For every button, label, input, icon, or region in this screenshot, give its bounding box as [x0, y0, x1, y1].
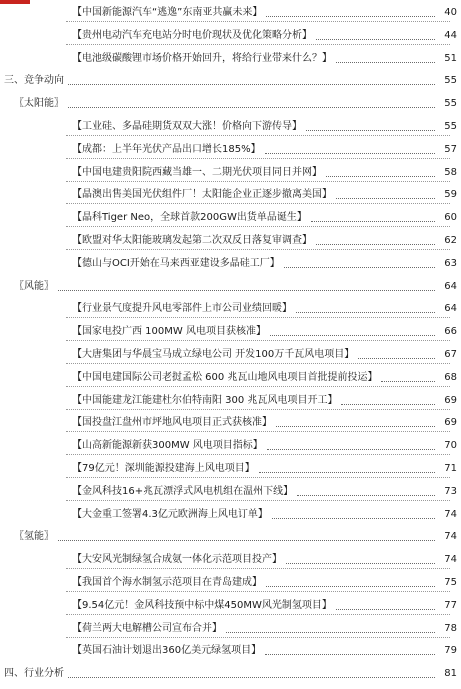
toc-entry-page-number: 69	[444, 417, 457, 429]
toc-entry-page-number: 57	[444, 143, 457, 155]
toc-entry-page-number: 79	[444, 645, 457, 657]
dot-leader	[358, 357, 435, 359]
toc-entry-title: 【晶澳出售美国光伏组件厂！太阳能企业正逐步撤离美国】	[72, 189, 332, 201]
entry-separator	[66, 454, 450, 455]
dot-leader	[259, 471, 435, 473]
toc-entry-title: 【欧盟对华太阳能玻璃发起第二次双反日落复审调查】	[72, 235, 312, 246]
toc-entry[interactable]	[0, 276, 461, 294]
dot-leader	[336, 608, 435, 610]
entry-separator	[66, 44, 450, 45]
entry-separator	[66, 614, 450, 615]
toc-entry-title: 四、行业分析	[4, 668, 64, 680]
toc-entry-title: 【大唐集团与华晨宝马成立绿电公司 开发100万千瓦风电项目】	[72, 349, 355, 360]
dot-leader	[58, 539, 435, 541]
toc-entry[interactable]	[0, 116, 461, 134]
entry-separator	[66, 181, 450, 182]
toc-entry[interactable]	[0, 253, 461, 271]
toc-entry[interactable]	[0, 595, 461, 613]
toc-entry-title: 【工业硅、多晶硅期货双双大涨！价格向下游传导】	[72, 121, 302, 132]
entry-separator	[66, 158, 450, 159]
toc-entry[interactable]	[0, 344, 461, 362]
toc-entry-page-number: 70	[444, 440, 457, 452]
toc-entry[interactable]	[0, 230, 461, 248]
toc-entry-title: 【成都：上半年光伏产品出口增长185%】	[72, 143, 261, 155]
dot-leader	[297, 494, 435, 496]
toc-entry[interactable]	[0, 618, 461, 636]
entry-separator	[66, 431, 450, 432]
dot-leader	[68, 106, 435, 108]
toc-entry-title: 【中国电建国际公司老挝孟松 600 兆瓦山地风电项目首批提前投运】	[72, 371, 378, 383]
toc-entry-page-number: 74	[444, 554, 457, 566]
toc-entry[interactable]	[0, 549, 461, 567]
toc-entry[interactable]	[0, 48, 461, 66]
toc-entry[interactable]	[0, 70, 461, 88]
dot-leader	[381, 380, 435, 382]
toc-entry-title: 【德山与OCI开始在马来西亚建设多晶硅工厂】	[72, 257, 280, 269]
entry-separator	[66, 591, 450, 592]
toc-entry[interactable]	[0, 298, 461, 316]
toc-entry-page-number: 71	[444, 463, 457, 474]
toc-entry-page-number: 55	[444, 121, 457, 132]
toc-entry-page-number: 40	[444, 7, 457, 18]
toc-entry-page-number: 67	[444, 349, 457, 360]
dot-leader	[68, 83, 435, 85]
toc-entry[interactable]	[0, 2, 461, 20]
entry-separator	[66, 203, 450, 204]
toc-entry-page-number: 64	[444, 303, 457, 315]
toc-entry-title: 〖氢能〗	[14, 531, 54, 543]
entry-separator	[66, 477, 450, 478]
entry-separator	[66, 317, 450, 318]
dot-leader	[276, 425, 435, 427]
toc-entry[interactable]	[0, 663, 461, 681]
toc-entry-title: 【荷兰两大电解槽公司宣布合并】	[72, 622, 222, 634]
entry-separator	[66, 21, 450, 22]
toc-entry-title: 〖太阳能〗	[14, 98, 64, 110]
toc-entry-page-number: 59	[444, 189, 457, 201]
dot-leader	[266, 15, 435, 17]
dot-leader	[306, 129, 435, 131]
entry-separator	[66, 409, 450, 410]
dot-leader	[266, 585, 435, 587]
toc-entry-page-number: 74	[444, 508, 457, 520]
toc-entry-title: 【中国新能源汽车“逃逸”东南亚共赢未来】	[72, 7, 263, 18]
toc-entry[interactable]	[0, 412, 461, 430]
toc-entry-title: 【英国石油计划退出360亿美元绿氢项目】	[72, 645, 262, 657]
dot-leader	[265, 152, 435, 154]
toc-entry-title: 【电池级碳酸锂市场价格开始回升，将给行业带来什么？】	[72, 52, 332, 64]
toc-entry-title: 【国家电投广西 100MW 风电项目获核准】	[72, 326, 266, 338]
toc-entry-title: 【中国电建贵阳院西藏当雄一、二期光伏项目同日并网】	[72, 166, 322, 178]
toc-entry-page-number: 68	[444, 371, 457, 383]
toc-entry-page-number: 55	[444, 98, 457, 110]
entry-separator	[66, 637, 450, 638]
toc-entry[interactable]	[0, 435, 461, 453]
toc-entry[interactable]	[0, 93, 461, 111]
toc-entry-page-number: 78	[444, 622, 457, 634]
toc-entry-title: 【贵州电动汽车充电站分时电价现状及优化策略分析】	[72, 29, 312, 41]
dot-leader	[326, 175, 435, 177]
toc-entry-title: 【行业景气度提升风电零部件上市公司业绩回暖】	[72, 303, 292, 315]
dot-leader	[68, 676, 435, 678]
toc-entry-page-number: 69	[444, 394, 457, 406]
toc-entry-page-number: 63	[444, 257, 457, 269]
toc-entry[interactable]	[0, 367, 461, 385]
toc-entry-page-number: 64	[444, 280, 457, 292]
toc-entry-title: 【大金重工签署4.3亿元欧洲海上风电订单】	[72, 508, 268, 520]
entry-separator	[66, 135, 450, 136]
toc-entry-page-number: 66	[444, 326, 457, 338]
toc-entry-page-number: 51	[444, 52, 457, 64]
toc-entry-title: 三、竞争动向	[4, 75, 64, 87]
toc-entry[interactable]	[0, 640, 461, 658]
toc-entry-title: 【金风科技16+兆瓦漂浮式风电机组在温州下线】	[72, 485, 294, 497]
entry-separator	[66, 363, 450, 364]
toc-entry[interactable]	[0, 321, 461, 339]
toc-entry-title: 【大安风光制绿氢合成氨一体化示范项目投产】	[72, 554, 282, 566]
toc-entry-page-number: 74	[444, 531, 457, 543]
toc-entry[interactable]	[0, 207, 461, 225]
toc-entry-title: 【山高新能源新获300MW 风电项目指标】	[72, 440, 263, 452]
dot-leader	[267, 448, 435, 450]
dot-leader	[316, 243, 435, 245]
entry-separator	[66, 500, 450, 501]
toc-entry-page-number: 73	[444, 485, 457, 497]
toc-entry[interactable]	[0, 25, 461, 43]
toc-entry-page-number: 60	[444, 212, 457, 224]
dot-leader	[265, 653, 435, 655]
entry-separator	[66, 340, 450, 341]
toc-entry-title: 【79亿元！深圳能源投建海上风电项目】	[72, 463, 255, 474]
dot-leader	[336, 61, 435, 63]
entry-separator	[66, 386, 450, 387]
toc-entry-page-number: 75	[444, 577, 457, 588]
toc-entry-title: 【中国能建龙江能建杜尔伯特南阳 300 兆瓦风电项目开工】	[72, 394, 338, 406]
dot-leader	[296, 311, 435, 313]
toc-entry[interactable]	[0, 572, 461, 590]
toc-entry-title: 【晶科Tiger Neo，全球首款200GW出货单品诞生】	[72, 212, 307, 224]
dot-leader	[270, 334, 435, 336]
toc-entry[interactable]	[0, 390, 461, 408]
toc-entry[interactable]	[0, 139, 461, 157]
entry-separator	[66, 249, 450, 250]
toc-entry-page-number: 58	[444, 166, 457, 178]
dot-leader	[336, 197, 435, 199]
entry-separator	[66, 568, 450, 569]
toc-entry-page-number: 77	[444, 599, 457, 611]
entry-separator	[66, 226, 450, 227]
dot-leader	[341, 403, 435, 405]
toc-entry-page-number: 44	[444, 29, 457, 41]
dot-leader	[286, 562, 435, 564]
toc-entry-page-number: 62	[444, 235, 457, 246]
dot-leader	[311, 220, 435, 222]
toc-entry[interactable]	[0, 184, 461, 202]
toc-entry[interactable]	[0, 162, 461, 180]
dot-leader	[284, 266, 435, 268]
toc-entry-title: 〖风能〗	[14, 280, 54, 292]
dot-leader	[316, 38, 435, 40]
toc-entry-title: 【9.54亿元！金风科技预中标中煤450MW风光制氢项目】	[72, 599, 332, 611]
toc-entry-title: 【国投盘江盘州市坪地风电项目正式获核准】	[72, 417, 272, 429]
toc-entry[interactable]	[0, 481, 461, 499]
dot-leader	[58, 289, 435, 291]
dot-leader	[226, 631, 435, 633]
toc-entry[interactable]	[0, 458, 461, 476]
toc-entry[interactable]	[0, 526, 461, 544]
toc-entry-page-number: 55	[444, 75, 457, 87]
toc-entry-title: 【我国首个海水制氢示范项目在青岛建成】	[72, 577, 262, 588]
toc-entry-page-number: 81	[444, 668, 457, 680]
toc-entry[interactable]	[0, 504, 461, 522]
dot-leader	[272, 517, 435, 519]
